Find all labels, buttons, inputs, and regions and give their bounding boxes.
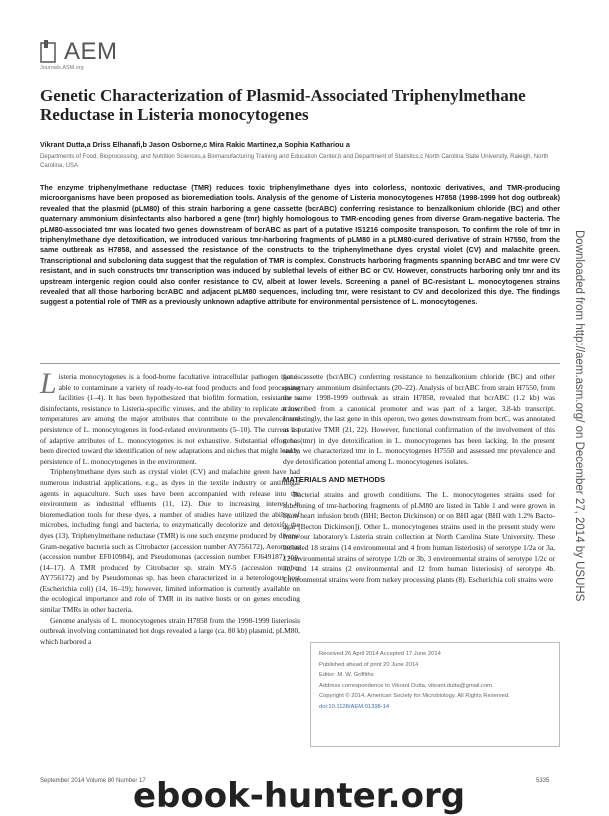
- paragraph: gene cassette (bcrABC) conferring resistance to benzalkonium chloride (BC) and other quaternary ammonium disinfectants (20–22). Analysis of bcrABC from strain H7550, from the same 1998-1999 outbreak as strain H7858, revealed that bcrABC (1.2 kb) was transcribed from a canonical promoter and was part of a larger, 3.8-kb transcript. Interestingly, the last gene in this operon, two genes downstream from bcrC, was annotated as a putative TMR (21, 22). However, functional confirmation of the involvement of this gene (tmr) in dye detoxification in L. monocytogenes has been lacking. In the present study, we characterized tmr in L. monocytogenes H7550 and assessed tmr prevalence and dye detoxification potential among L. monocytogenes isolates.: [283, 372, 555, 466]
- published-date: Published ahead of print 20 June 2014: [319, 661, 419, 668]
- author-list: Vikrant Dutta,a Driss Elhanafi,b Jason Osborne,c Mira Rakic Martinez,a Sophia Kathariou a: [40, 140, 350, 149]
- aem-logo-icon: [40, 40, 58, 64]
- footer-issue: September 2014 Volume 80 Number 17: [40, 778, 146, 784]
- paragraph: Genome analysis of L. monocytogenes strain H7858 from the 1998-1999 listeriosis outbreak involving contaminated hot dogs revealed a large (ca. 80 kb) plasmid, pLM80, which harbored a: [40, 615, 300, 646]
- section-heading: MATERIALS AND METHODS: [283, 475, 386, 485]
- logo-name: AEM: [64, 38, 118, 65]
- body-column-right: [283, 372, 555, 585]
- abstract: The enzyme triphenylmethane reductase (TMR) reduces toxic triphenylmethane dyes into colorless, nontoxic derivatives, and TMR-producing microorganisms have been proposed as bioremediation tools. Analysis of the genome of Listeria monocytogenes H7858 (1998-1999 hot dog outbreak) revealed that the plasmid (pLM80) of this strain harboring a gene cassette (bcrABC) conferring resistance to benzalkonium chloride (BC) and other quaternary ammonium disinfectants also harbored a gene (tmr) highly homologous to TMR-encoding genes from diverse Gram-negative bacteria. The pLM80-associated tmr was located two genes downstream of bcrABC as part of a putative IS1216 composite transposon. To confirm the role of tmr in triphenylmethane dye detoxification, we introduced various tmr-harboring fragments of pLM80 in a pLM80-cured derivative of strain H7550, from the same outbreak as H7858, and assessed the resistance of the constructs to the triphenylmethane dyes crystal violet (CV) and malachite green. Transcriptional and subcloning data suggest that the regulation of TMR is complex. Constructs harboring fragments spanning bcrABC and tmr were CV resistant, and in such constructs tmr transcription was induced by sublethal levels of either BC or CV. However, constructs harboring only tmr and its upstream intergenic region could also confer resistance to CV, albeit at lower levels. Screening a panel of BC-resistant L. monocytogenes strains revealed that all those harboring bcrABC and adjacent pLM80 sequences, including tmr, were resistant to CV and decolorized this dye. The findings suggest a potential role of TMR as a previously unknown adaptive attribute for environmental persistence of L. monocytogenes.: [40, 183, 560, 307]
- received-dates: Received 26 April 2014 Accepted 17 June 2014: [319, 651, 441, 657]
- paragraph: Bacterial strains and growth conditions. The L. monocytogenes strains used for subcloning of tmr-harboring fragments of pLM80 are listed in Table 1 and were grown in brain heart infusion broth (BHI; Becton Dickinson) or on BHI agar (BHI with 1.2% Bacto-agar [Becton Dickinson]). Other L. monocytogenes strains used in the present study were from our laboratory's Listeria strain collection at North Carolina State University. These included 18 strains (14 environmental and 4 from human listeriosis) of serotype 1/2a or 3a, 12 environmental strains of serotype 1/2b or 3b, 3 environmental strains of serotype 1/2c or 3c, and 14 strains (2 environmental and 12 from human listeriosis) of serotype 4b. Environmental strains were from turkey processing plants (8). Escherichia coli strains were: [283, 489, 555, 584]
- correspondence[interactable]: Address correspondence to Vikrant Dutta, vikrant.dutta@gmail.com.: [319, 682, 494, 689]
- logo-url[interactable]: Journals.ASM.org: [40, 65, 84, 71]
- article-title: Genetic Characterization of Plasmid-Associated Triphenylmethane Reductase in Listeria monocytogenes: [40, 86, 526, 124]
- copyright: Copyright © 2014, American Society for Microbiology. All Rights Reserved.: [319, 693, 510, 699]
- journal-logo: [40, 36, 160, 76]
- paragraph: Triphenylmethane dyes such as crystal violet (CV) and malachite green have had numerous industrial applications, e.g., as dyes in the textile industry or antifungal agents in aquaculture. Such uses have been accompanied with release into the environment as industrial effluents (11, 12). Due to increasing interest in bioremediation tools for these dyes, a number of studies have utilized the ability of microbes, including fungi and bacteria, to enzymatically decolorize and detoxify the dyes (13). Triphenylmethane reductase (TMR) is one such enzyme produced by diverse Gram-negative bacteria such as Citrobacter (accession number AY756172), Aeromonas (accession number EF010984), and Pseudomonas (accession number FJ649187) spp. (14–17). A TMR produced by Citrobacter sp. strain MY-5 (accession number AY756172) and by Pseudomonas sp. has been characterized in a heterologous host (Escherichia coli) (14, 16–19); however, limited information is currently available on the ecological importance and role of TMR in its native hosts or on genes encoding similar TMRs in other bacteria.: [40, 467, 300, 615]
- doi-link[interactable]: doi:10.1128/AEM.01398-14: [319, 703, 390, 710]
- editor: Editor: M. W. Griffiths: [319, 672, 374, 678]
- watermark: ebook-hunter.org: [133, 776, 466, 816]
- body-column-left: [40, 367, 300, 647]
- drop-cap: L: [40, 367, 57, 400]
- article-info-box: [310, 642, 560, 747]
- paragraph: Listeria monocytogenes is a food-borne facultative intracellular pathogen that is able to contaminate a variety of ready-to-eat food products and food processing facilities (1–4). It has been hypothesized that biofilm formation, resistance to disinfectants, resistance to Listeria-specific viruses, and the ability to replicate at low temperatures are among the major attributes that contribute to the prevalence and persistence of L. monocytogenes in food-related environments (5–10). The current list of adaptive attributes of L. monocytogenes is not exhaustive. Substantial effort has been directed toward the identification of new adaptations and niches that might lead to persistence of L. monocytogenes in the environment.: [40, 367, 300, 466]
- download-sidenote[interactable]: Downloaded from http://aem.asm.org/ on December 27, 2014 by USUHS: [573, 230, 585, 602]
- page-number: 5335: [536, 778, 550, 784]
- divider: [40, 363, 560, 364]
- affiliations: Departments of Food, Bioprocessing, and Nutrition Sciences,a Biomanufacturing Training and Education Center,b and Department of Statistics,c North Carolina State University, Raleigh, North Carolina, USA: [40, 154, 549, 169]
